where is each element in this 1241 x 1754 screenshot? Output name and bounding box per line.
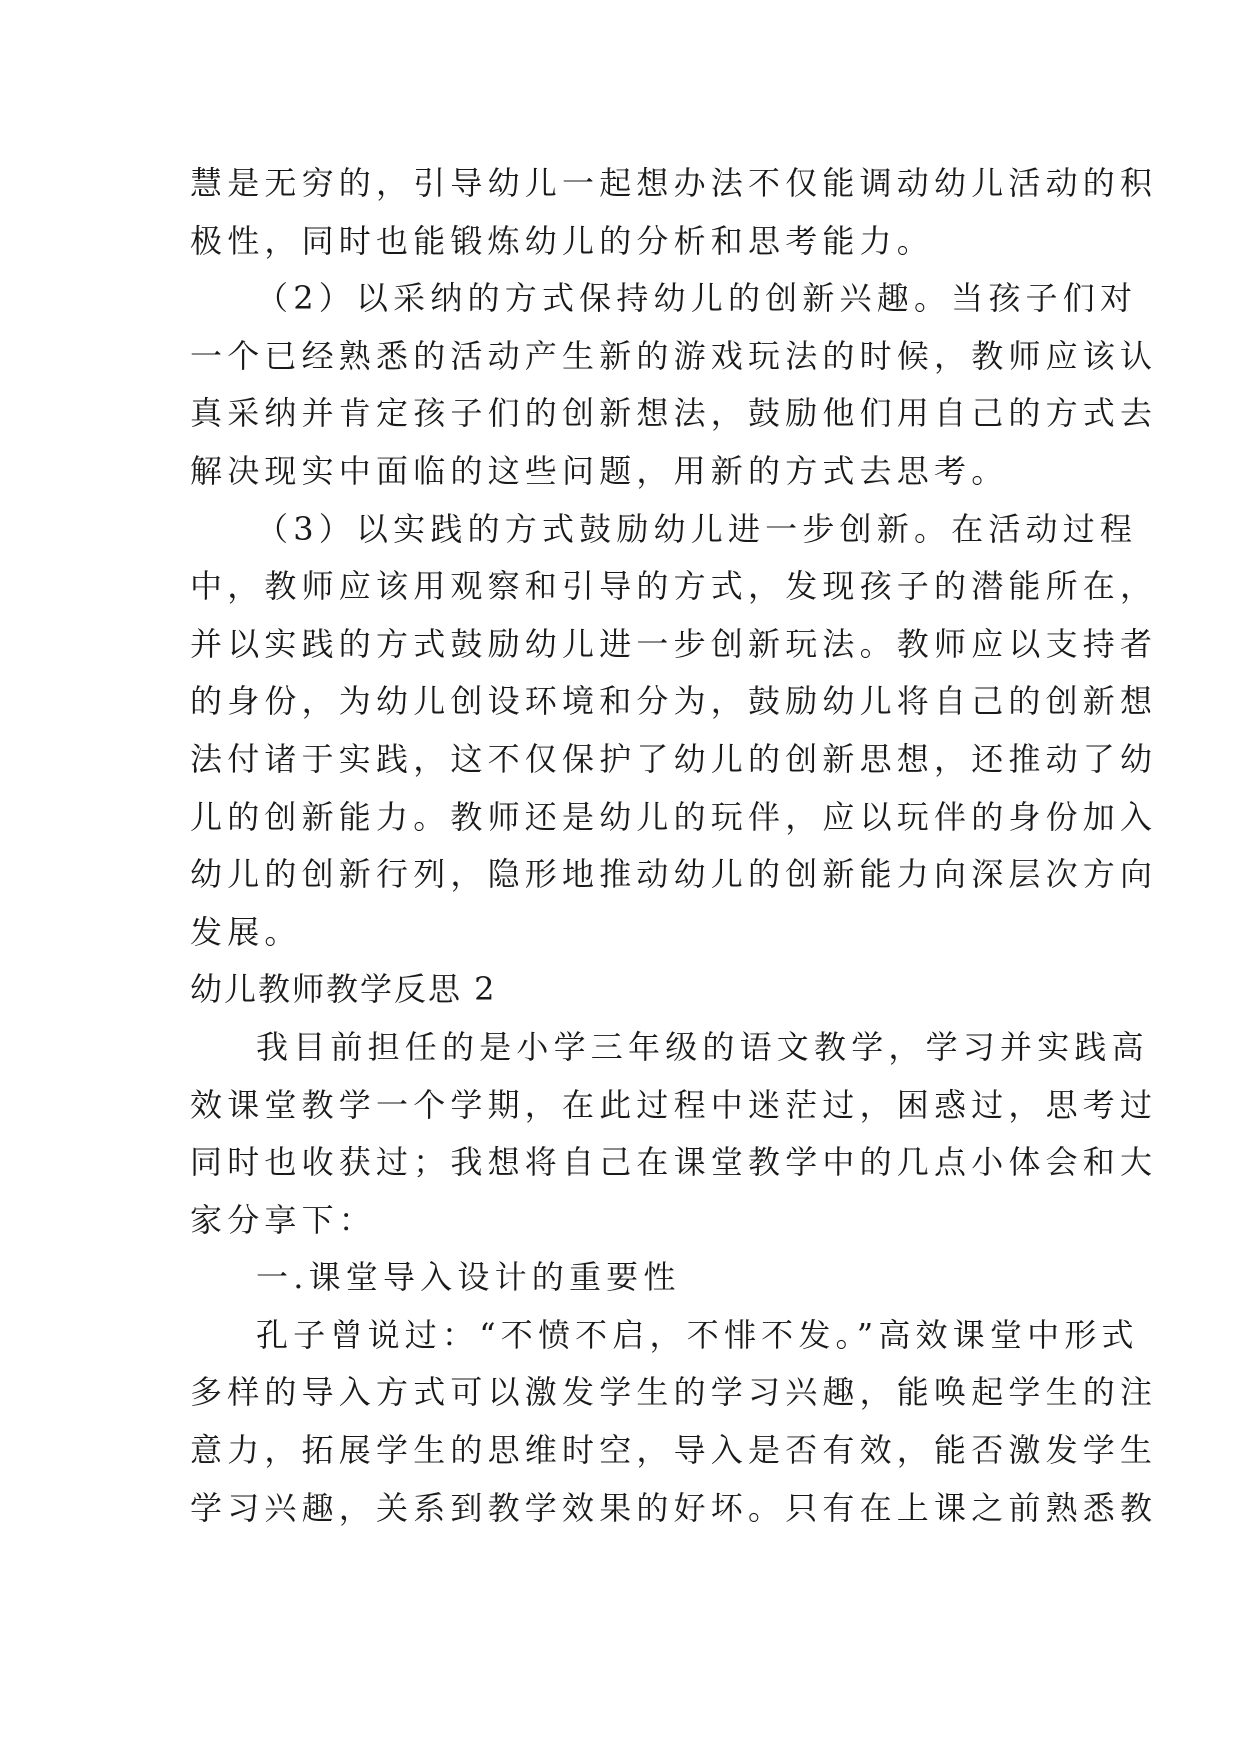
text-line: 的身份，为幼儿创设环境和分为，鼓励幼儿将自己的创新想 bbox=[190, 682, 1158, 721]
paragraph-start-line: （3）以实践的方式鼓励幼儿进一步创新。在活动过程 bbox=[256, 509, 1138, 548]
text-line: 幼儿的创新行列，隐形地推动幼儿的创新能力向深层次方向 bbox=[190, 855, 1158, 894]
paragraph-start-line: 孔子曾说过：“不愤不启，不悱不发。”高效课堂中形式 bbox=[256, 1315, 1139, 1354]
text-line: 家分享下： bbox=[190, 1200, 377, 1239]
text-line: 法付诸于实践，这不仅保护了幼儿的创新思想，还推动了幼 bbox=[190, 739, 1158, 778]
text-line: 多样的导入方式可以激发学生的学习兴趣，能唤起学生的注 bbox=[190, 1373, 1158, 1412]
text-line: 并以实践的方式鼓励幼儿进一步创新玩法。教师应以支持者 bbox=[190, 624, 1158, 663]
text-line: 真采纳并肯定孩子们的创新想法，鼓励他们用自己的方式去 bbox=[190, 394, 1158, 433]
section-heading: 幼儿教师教学反思 2 bbox=[190, 970, 497, 1009]
text-line: 解决现实中面临的这些问题，用新的方式去思考。 bbox=[190, 451, 1009, 490]
text-line: 慧是无穷的，引导幼儿一起想办法不仅能调动幼儿活动的积 bbox=[190, 164, 1158, 202]
text-line: 学习兴趣，关系到教学效果的好坏。只有在上课之前熟悉教 bbox=[190, 1488, 1158, 1527]
text-line: 同时也收获过；我想将自己在课堂教学中的几点小体会和大 bbox=[190, 1143, 1158, 1182]
text-line: 中，教师应该用观察和引导的方式，发现孩子的潜能所在， bbox=[190, 567, 1158, 606]
subsection-heading: 一.课堂导入设计的重要性 bbox=[256, 1258, 681, 1297]
text-line: 意力，拓展学生的思维时空，导入是否有效，能否激发学生 bbox=[190, 1431, 1158, 1470]
text-line: 效课堂教学一个学期，在此过程中迷茫过，困惑过，思考过 bbox=[190, 1085, 1158, 1124]
document-body bbox=[190, 155, 1158, 1537]
paragraph-start-line: 我目前担任的是小学三年级的语文教学，学习并实践高 bbox=[256, 1027, 1149, 1066]
text-line: 一个已经熟悉的活动产生新的游戏玩法的时候，教师应该认 bbox=[190, 336, 1158, 375]
text-line: 发展。 bbox=[190, 912, 302, 951]
text-line: 极性，同时也能锻炼幼儿的分析和思考能力。 bbox=[190, 221, 935, 260]
text-line: 儿的创新能力。教师还是幼儿的玩伴，应以玩伴的身份加入 bbox=[190, 797, 1158, 836]
paragraph-start-line: （2）以采纳的方式保持幼儿的创新兴趣。当孩子们对 bbox=[256, 279, 1138, 318]
